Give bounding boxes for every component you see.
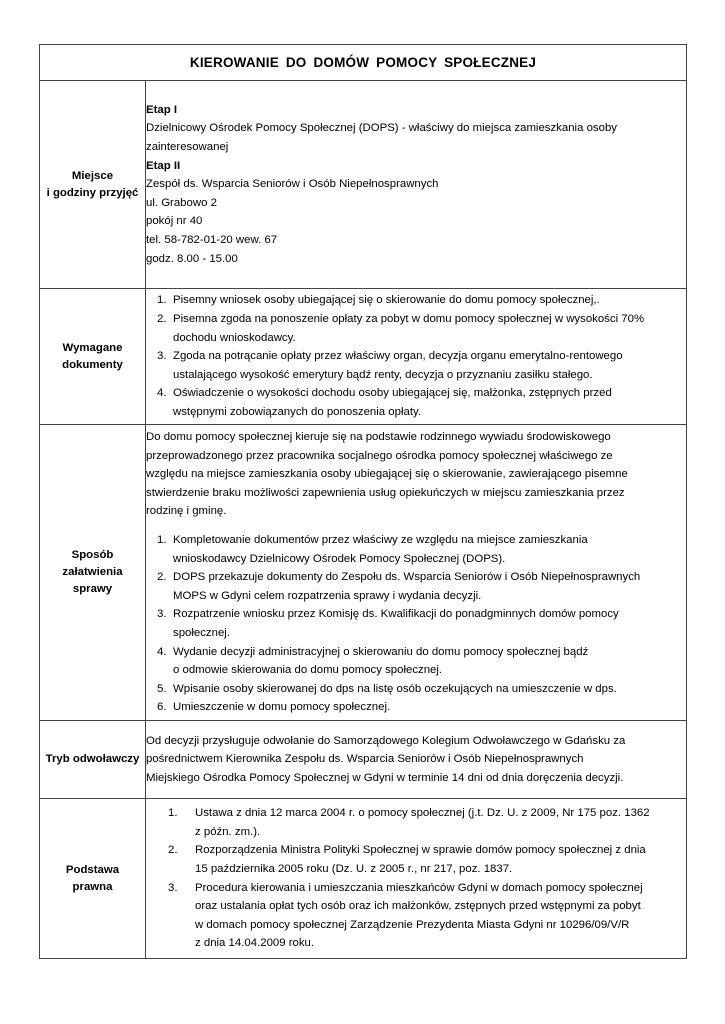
intro-line: względu na miejsce zamieszkania osoby ubiegającej się o skierowanie, zawierającego pisemne bbox=[146, 468, 628, 481]
list-item: 1. Kompletowanie dokumentów przez właściwy ze względu na miejsce zamieszkania wnioskodawcy Dzielnicowy Ośrodek Pomocy Społecznej (DOPS). bbox=[157, 534, 588, 565]
list-item: 6. Umieszczenie w domu pomocy społecznej. bbox=[157, 701, 391, 714]
list-item: 4. Wydanie decyzji administracyjnej o skierowaniu do domu pomocy społecznej bądź o odmowie skierowania do domu pomocy społecznej. bbox=[157, 645, 589, 677]
documents-list bbox=[146, 291, 686, 421]
list-item: 5. Wpisanie osoby skierowanej do dps na listę osób oczekujących na umieszczenie w dps. bbox=[157, 682, 617, 695]
list-item: 3. Rozpatrzenie wniosku przez Komisję ds. Kwalifikacji do ponadgminnych domów pomocy społecznej. bbox=[157, 608, 619, 639]
label-tryb: Tryb odwoławczy bbox=[40, 721, 146, 799]
etap1-line: Dzielnicowy Ośrodek Pomocy Społecznej (DOPS) - właściwy do miejsca zamieszkania osoby bbox=[146, 122, 617, 135]
content-podstawa bbox=[146, 799, 687, 959]
procedure-steps-list bbox=[146, 531, 686, 717]
etap1-line: zainteresowanej bbox=[146, 141, 229, 154]
etap2-heading: Etap II bbox=[146, 159, 181, 172]
label-podstawa: Podstawa prawna bbox=[40, 799, 146, 959]
list-item: 3. Zgoda na potrącanie opłaty przez właściwy organ, decyzja organu emerytalno-rentowego ustalającego wysokość emerytury bądź renty, decyzja o przyznaniu zasiłku stałego. bbox=[157, 350, 623, 381]
intro-line: przeprowadzonego przez pracownika socjalnego ośrodka pomocy społecznej właściwego ze bbox=[146, 449, 613, 462]
label-dokumenty: Wymagane dokumenty bbox=[40, 289, 146, 425]
list-item: 1. Ustawa z dnia 12 marca 2004 r. o pomocy społecznej (j.t. Dz. U. z 2009, Nr 175 poz. 1362 z późn. zm.). bbox=[168, 807, 650, 838]
appeal-line: pośrednictwem Kierownika Zespołu ds. Wsparcia Seniorów i Osób Niepełnosprawnych bbox=[146, 753, 584, 766]
procedure-table bbox=[39, 44, 687, 959]
list-item: 4. Oświadczenie o wysokości dochodu osoby ubiegającej się, małżonka, zstępnych przed wstępnymi zobowiązanych do ponoszenia opłaty. bbox=[157, 387, 612, 418]
list-item: 2. Rozporządzenia Ministra Polityki Społecznej w sprawie domów pomocy społecznej z dnia 15 października 2005 roku (Dz. U. z 2005 r., nr 217, poz. 1837. bbox=[168, 844, 646, 875]
label-sposob: Sposób załatwienia sprawy bbox=[40, 425, 146, 721]
row-tryb bbox=[40, 721, 687, 799]
document-title: KIEROWANIE DO DOMÓW POMOCY SPOŁECZNEJ bbox=[40, 45, 687, 81]
content-tryb bbox=[146, 721, 687, 799]
etap2-line: pokój nr 40 bbox=[146, 215, 203, 228]
content-miejsce bbox=[146, 81, 687, 289]
list-item: 3. Procedura kierowania i umieszczania mieszkańców Gdyni w domach pomocy społecznej oraz ustalania opłat tych osób oraz ich małżonków, zstępnych przed wstępnymi za pobyt w domach pomocy społecznej Zarządzenie Prezydenta Miasta Gdyni nr 10296/09/V/R z dnia 14.04.2009 roku. bbox=[168, 881, 643, 950]
appeal-line: Miejskiego Ośrodka Pomocy Społecznej w Gdyni w terminie 14 dni od dnia doręczenia decyzji. bbox=[146, 771, 624, 784]
row-sposob bbox=[40, 425, 687, 721]
etap1-heading: Etap I bbox=[146, 103, 178, 116]
etap2-line: godz. 8.00 - 15.00 bbox=[146, 252, 238, 265]
content-dokumenty bbox=[146, 289, 687, 425]
intro-line: stwierdzenie braku możliwości zapewnienia usług opiekuńczych w miejscu zamieszkania przez bbox=[146, 486, 625, 499]
list-item: 2. DOPS przekazuje dokumenty do Zespołu ds. Wsparcia Seniorów i Osób Niepełnosprawnych MOPS w Gdyni celem rozpatrzenia sprawy i wydania decyzji. bbox=[157, 571, 641, 602]
appeal-line: Od decyzji przysługuje odwołanie do Samorządowego Kolegium Odwoławczego w Gdańsku za bbox=[146, 734, 626, 747]
list-item: 2. Pisemna zgoda na ponoszenie opłaty za pobyt w domu pomocy społecznej w wysokości 70% dochodu wnioskodawcy. bbox=[157, 313, 645, 344]
etap2-line: Zespół ds. Wsparcia Seniorów i Osób Niepełnosprawnych bbox=[146, 178, 439, 191]
etap2-line: tel. 58-782-01-20 wew. 67 bbox=[146, 233, 278, 246]
content-sposob bbox=[146, 425, 687, 721]
intro-line: Do domu pomocy społecznej kieruje się na podstawie rodzinnego wywiadu środowiskowego bbox=[146, 431, 611, 444]
list-item: 1. Pisemny wniosek osoby ubiegającej się o skierowanie do domu pomocy społecznej,. bbox=[157, 294, 600, 307]
row-podstawa bbox=[40, 799, 687, 959]
legal-basis-list bbox=[146, 804, 686, 953]
row-miejsce bbox=[40, 81, 687, 289]
intro-line: rodzinę i gminę. bbox=[146, 505, 227, 518]
row-dokumenty bbox=[40, 289, 687, 425]
label-miejsce: Miejsce i godziny przyjęć bbox=[40, 81, 146, 289]
etap2-line: ul. Grabowo 2 bbox=[146, 196, 217, 209]
title-row bbox=[40, 45, 687, 81]
